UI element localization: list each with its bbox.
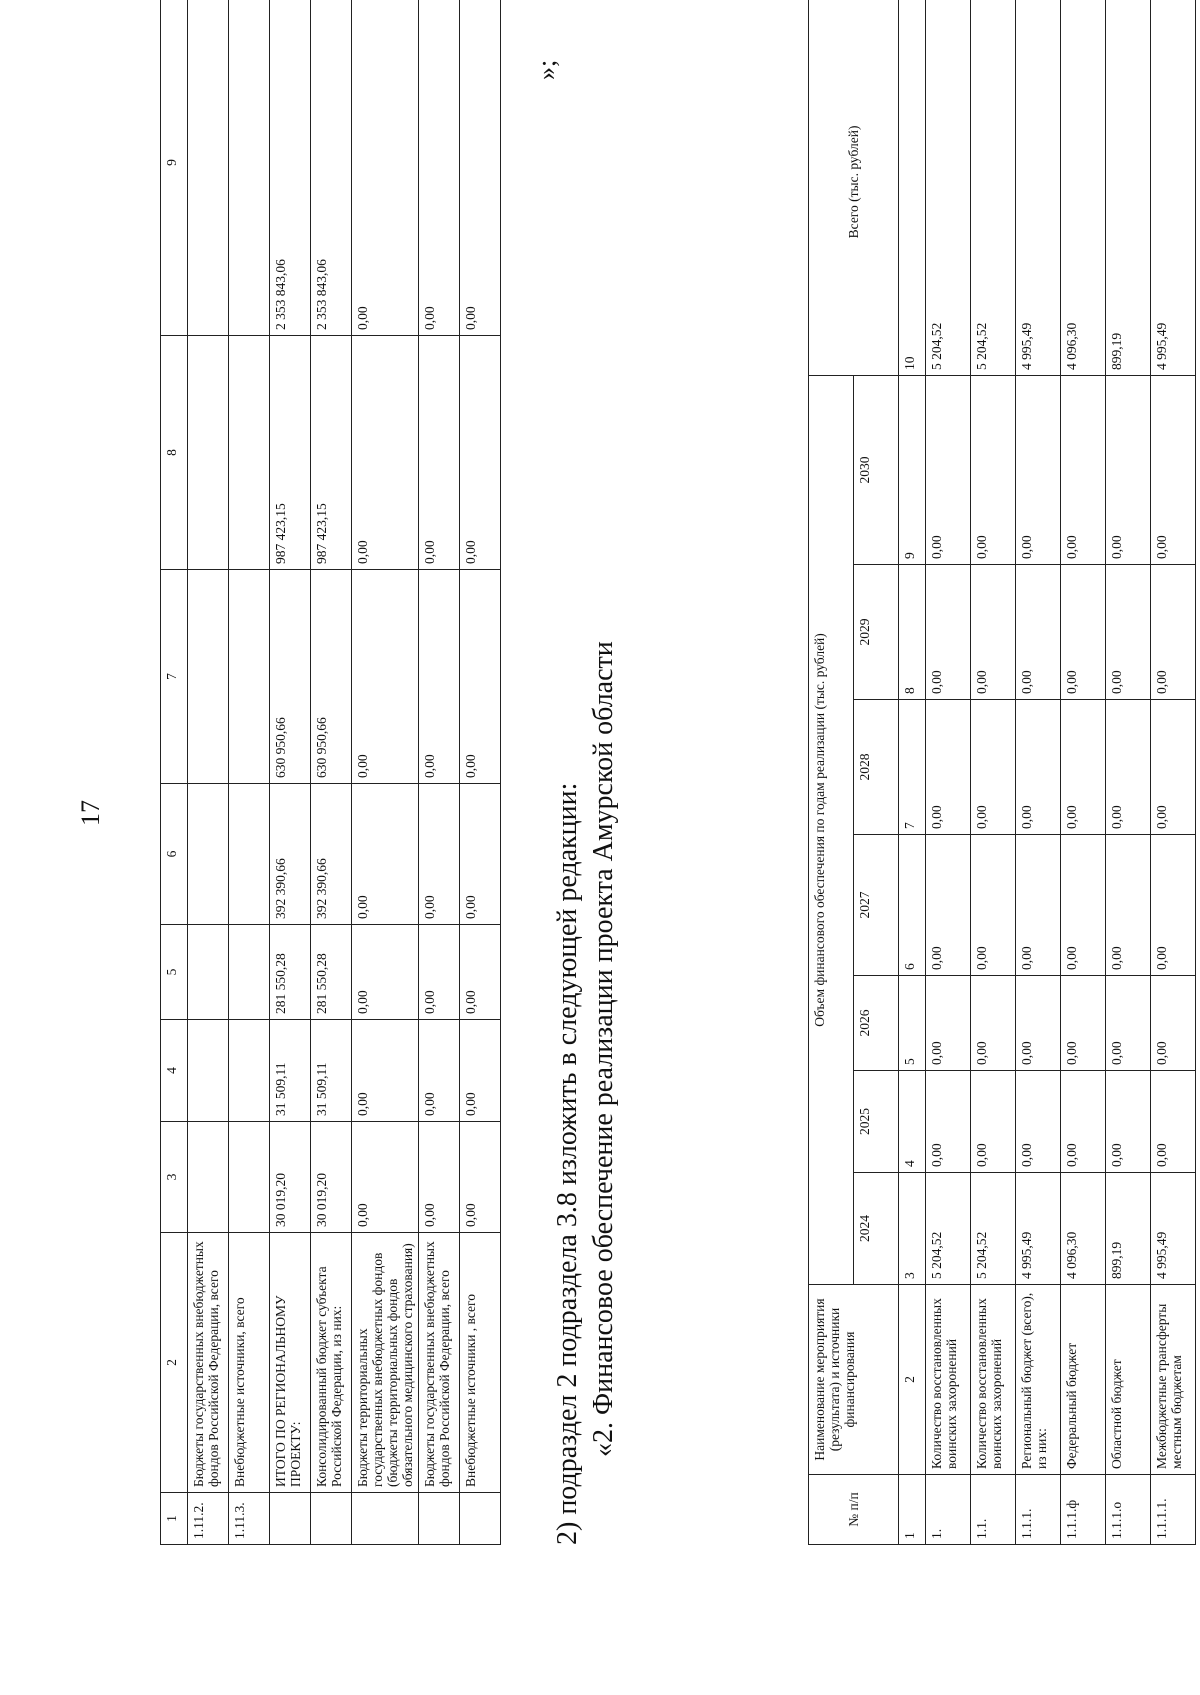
table-row [311, 0, 352, 1545]
row-label: Внебюджетные источники , всего [460, 1233, 501, 1493]
amount-cell: 0,00 [926, 835, 971, 976]
instruction-text: 2) подраздел 2 подраздела 3.8 изложить в следующей редакции: [552, 782, 583, 1545]
year-header: 2027 [854, 835, 899, 976]
amount-cell: 0,00 [1106, 565, 1151, 700]
amount-cell: 5 204,52 [926, 0, 971, 375]
amount-cell: 0,00 [352, 1122, 419, 1233]
row-label: Бюджеты территориальных государственных внебюджетных фондов (бюджеты территориальных фондов обязательного медицинского страхования) [352, 1233, 419, 1493]
amount-cell: 0,00 [971, 565, 1016, 700]
table-row [1151, 0, 1196, 1545]
amount-cell: 0,00 [1061, 565, 1106, 700]
amount-cell: 0,00 [1106, 700, 1151, 835]
column-number: 7 [161, 570, 188, 784]
row-number [311, 1493, 352, 1545]
table-row [1016, 0, 1061, 1545]
rotated-page-content [160, 45, 1184, 1625]
amount-cell [229, 336, 270, 570]
amount-cell: 30 019,20 [311, 1122, 352, 1233]
amount-cell: 0,00 [460, 784, 501, 925]
table-row [270, 0, 311, 1545]
amount-cell [229, 1122, 270, 1233]
amount-cell: 5 204,52 [971, 1173, 1016, 1285]
amount-cell: 0,00 [352, 336, 419, 570]
year-header: 2030 [854, 375, 899, 564]
header-name: Наименование мероприятия (результата) и источники финансирования [809, 1285, 899, 1475]
year-header: 2026 [854, 976, 899, 1071]
amount-cell: 0,00 [1016, 375, 1061, 564]
row-number: 1.11.3. [229, 1493, 270, 1545]
year-header: 2028 [854, 700, 899, 835]
amount-cell: 0,00 [352, 0, 419, 336]
column-number: 1 [161, 1493, 188, 1545]
column-number: 8 [161, 336, 188, 570]
amount-cell: 0,00 [1106, 835, 1151, 976]
amount-cell: 4 995,49 [1016, 1173, 1061, 1285]
amount-cell: 0,00 [419, 1122, 460, 1233]
amount-cell: 0,00 [352, 1020, 419, 1122]
amount-cell [229, 570, 270, 784]
row-number [270, 1493, 311, 1545]
row-label: Межбюджетные трансферты местным бюджетам [1151, 1285, 1196, 1475]
amount-cell: 0,00 [1016, 1071, 1061, 1173]
amount-cell: 0,00 [971, 375, 1016, 564]
amount-cell: 0,00 [1106, 1071, 1151, 1173]
amount-cell: 0,00 [1061, 375, 1106, 564]
amount-cell: 2 353 843,06 [270, 0, 311, 336]
column-number: 4 [161, 1020, 188, 1122]
amount-cell: 0,00 [460, 1122, 501, 1233]
amount-cell: 987 423,15 [270, 336, 311, 570]
top-table-header-row [161, 0, 188, 1545]
amount-cell: 0,00 [419, 0, 460, 336]
amount-cell: 0,00 [419, 570, 460, 784]
table-row [926, 0, 971, 1545]
amount-cell: 0,00 [971, 700, 1016, 835]
row-number: 1.1.1. [1016, 1475, 1061, 1545]
amount-cell: 5 204,52 [926, 1173, 971, 1285]
table-row [352, 0, 419, 1545]
amount-cell: 392 390,66 [311, 784, 352, 925]
column-number: 5 [161, 925, 188, 1020]
table-row [1061, 0, 1106, 1545]
column-number: 7 [899, 700, 926, 835]
amount-cell: 899,19 [1106, 1173, 1151, 1285]
amount-cell: 2 353 843,06 [311, 0, 352, 336]
column-number: 9 [899, 375, 926, 564]
amount-cell: 0,00 [460, 1020, 501, 1122]
row-label: Консолидированный бюджет субъекта Российской Федерации, из них: [311, 1233, 352, 1493]
amount-cell: 0,00 [971, 1071, 1016, 1173]
amount-cell: 0,00 [926, 976, 971, 1071]
amount-cell [188, 0, 229, 336]
row-label: Количество восстановленных воинских захоронений [971, 1285, 1016, 1475]
row-number: 1.1.1.о [1106, 1475, 1151, 1545]
amount-cell: 0,00 [460, 0, 501, 336]
amount-cell: 0,00 [1106, 375, 1151, 564]
amount-cell: 899,19 [1106, 0, 1151, 375]
amount-cell: 31 509,11 [311, 1020, 352, 1122]
amount-cell: 630 950,66 [270, 570, 311, 784]
table-row [971, 0, 1016, 1545]
amount-cell: 31 509,11 [270, 1020, 311, 1122]
amount-cell: 0,00 [419, 336, 460, 570]
amount-cell: 0,00 [352, 784, 419, 925]
column-numbering-row [899, 0, 926, 1545]
amount-cell: 0,00 [1061, 1071, 1106, 1173]
column-number: 3 [161, 1122, 188, 1233]
amount-cell: 0,00 [1016, 976, 1061, 1071]
row-label: Бюджеты государственных внебюджетных фондов Российской Федерации, всего [188, 1233, 229, 1493]
amount-cell: 0,00 [1106, 976, 1151, 1071]
row-number [419, 1493, 460, 1545]
column-number: 6 [161, 784, 188, 925]
row-number: 1.1. [971, 1475, 1016, 1545]
column-number: 8 [899, 565, 926, 700]
amount-cell: 0,00 [1151, 700, 1196, 835]
amount-cell: 4 995,49 [1151, 0, 1196, 375]
amount-cell: 4 096,30 [1061, 0, 1106, 375]
table-row [229, 0, 270, 1545]
section-heading: «2. Финансовое обеспечение реализации проекта Амурской области [588, 641, 619, 1457]
amount-cell: 0,00 [1061, 976, 1106, 1071]
amount-cell [229, 784, 270, 925]
amount-cell: 0,00 [352, 570, 419, 784]
row-number [352, 1493, 419, 1545]
row-label: Федеральный бюджет [1061, 1285, 1106, 1475]
amount-cell: 30 019,20 [270, 1122, 311, 1233]
amount-cell: 0,00 [1061, 700, 1106, 835]
bottom-table [808, 0, 1196, 1545]
row-number: 1. [926, 1475, 971, 1545]
amount-cell: 0,00 [926, 700, 971, 835]
row-number: 1.1.1.1. [1151, 1475, 1196, 1545]
amount-cell: 0,00 [926, 565, 971, 700]
amount-cell: 630 950,66 [311, 570, 352, 784]
top-table [160, 0, 501, 1545]
table-row [460, 0, 501, 1545]
amount-cell: 0,00 [1016, 565, 1061, 700]
header-number: № п/п [809, 1475, 899, 1545]
amount-cell [229, 0, 270, 336]
amount-cell: 281 550,28 [311, 925, 352, 1020]
year-header: 2029 [854, 565, 899, 700]
column-number: 3 [899, 1173, 926, 1285]
column-number: 10 [899, 0, 926, 375]
column-number: 2 [899, 1285, 926, 1475]
table-row [1106, 0, 1151, 1545]
amount-cell [188, 570, 229, 784]
year-header: 2025 [854, 1071, 899, 1173]
amount-cell: 0,00 [460, 336, 501, 570]
amount-cell: 0,00 [352, 925, 419, 1020]
amount-cell: 0,00 [1016, 700, 1061, 835]
column-number: 9 [161, 0, 188, 336]
amount-cell: 0,00 [1151, 375, 1196, 564]
row-number: 1.1.1.ф [1061, 1475, 1106, 1545]
amount-cell: 4 096,30 [1061, 1173, 1106, 1285]
amount-cell: 0,00 [1061, 835, 1106, 976]
column-number: 6 [899, 835, 926, 976]
amount-cell [188, 336, 229, 570]
amount-cell: 0,00 [971, 976, 1016, 1071]
column-number: 4 [899, 1071, 926, 1173]
amount-cell: 281 550,28 [270, 925, 311, 1020]
amount-cell: 0,00 [419, 925, 460, 1020]
row-label: ИТОГО ПО РЕГИОНАЛЬНОМУ ПРОЕКТУ: [270, 1233, 311, 1493]
header-total: Всего (тыс. рублей) [809, 0, 899, 375]
amount-cell: 0,00 [419, 1020, 460, 1122]
amount-cell: 0,00 [971, 835, 1016, 976]
amount-cell: 0,00 [460, 925, 501, 1020]
amount-cell [188, 925, 229, 1020]
amount-cell: 0,00 [1151, 565, 1196, 700]
column-number: 1 [899, 1475, 926, 1545]
row-label: Региональный бюджет (всего), из них: [1016, 1285, 1061, 1475]
column-number: 2 [161, 1233, 188, 1493]
amount-cell: 987 423,15 [311, 336, 352, 570]
row-number: 1.11.2. [188, 1493, 229, 1545]
amount-cell [188, 784, 229, 925]
amount-cell: 0,00 [1151, 976, 1196, 1071]
amount-cell: 0,00 [419, 784, 460, 925]
row-label: Внебюджетные источники, всего [229, 1233, 270, 1493]
page-number: 17 [76, 800, 105, 826]
closing-quote: »; [532, 59, 561, 80]
year-header: 2024 [854, 1173, 899, 1285]
amount-cell: 0,00 [1151, 835, 1196, 976]
amount-cell: 0,00 [460, 570, 501, 784]
table-row [188, 0, 229, 1545]
amount-cell: 0,00 [1151, 1071, 1196, 1173]
amount-cell: 0,00 [926, 375, 971, 564]
header-volume: Объем финансового обеспечения по годам реализации (тыс. рублей) [809, 375, 854, 1284]
amount-cell: 0,00 [926, 1071, 971, 1173]
amount-cell: 0,00 [1016, 835, 1061, 976]
table-row [419, 0, 460, 1545]
amount-cell [229, 925, 270, 1020]
row-label: Количество восстановленных воинских захоронений [926, 1285, 971, 1475]
amount-cell [188, 1020, 229, 1122]
row-label: Бюджеты государственных внебюджетных фондов Российской Федерации, всего [419, 1233, 460, 1493]
amount-cell [188, 1122, 229, 1233]
column-number: 5 [899, 976, 926, 1071]
row-label: Областной бюджет [1106, 1285, 1151, 1475]
row-number [460, 1493, 501, 1545]
amount-cell: 5 204,52 [971, 0, 1016, 375]
amount-cell: 4 995,49 [1151, 1173, 1196, 1285]
amount-cell: 4 995,49 [1016, 0, 1061, 375]
amount-cell [229, 1020, 270, 1122]
amount-cell: 392 390,66 [270, 784, 311, 925]
